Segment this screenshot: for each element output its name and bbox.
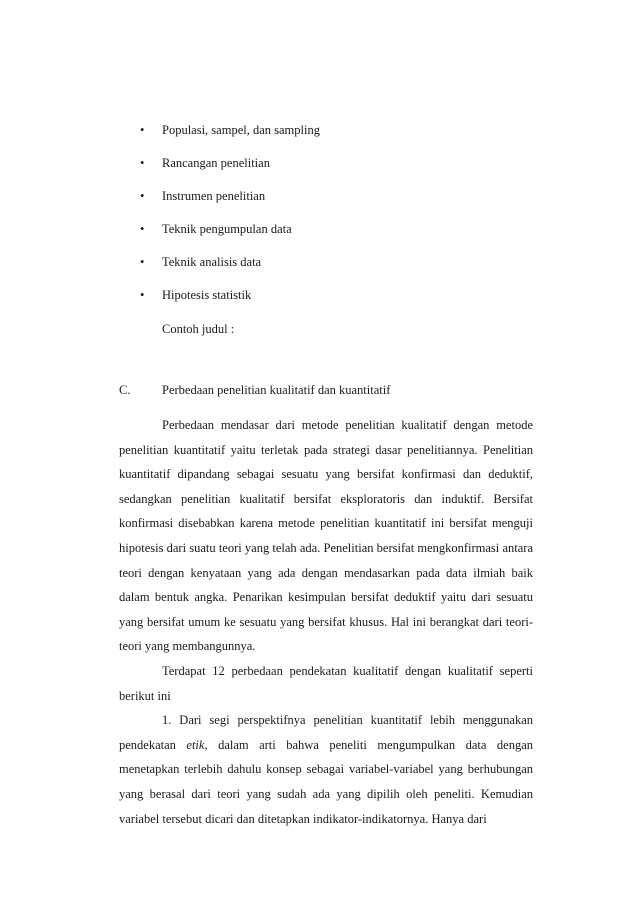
list-item bbox=[0, 120, 638, 153]
bullet-icon: • bbox=[140, 189, 145, 203]
list-item-text: Rancangan penelitian bbox=[162, 156, 270, 170]
paragraph bbox=[119, 708, 533, 831]
list-item bbox=[0, 252, 638, 285]
list-item-text: Teknik analisis data bbox=[162, 255, 262, 269]
list-item-text: Instrumen penelitian bbox=[162, 189, 266, 203]
bullet-icon: • bbox=[140, 123, 145, 137]
paragraph-text: 1. Dari segi perspektifnya penelitian kuantitatif lebih menggunakan pendekatan bbox=[119, 713, 533, 752]
list-item bbox=[0, 285, 638, 318]
list-item bbox=[0, 186, 638, 219]
bullet-icon: • bbox=[140, 222, 145, 236]
paragraph: Perbedaan mendasar dari metode penelitian kualitatif dengan metode penelitian kuantitatif yaitu terletak pada strategi dasar penelitiannya. Penelitian kuantitatif dipandang sebagai sesuatu yang bersifat konfirmasi dan deduktif, sedangkan penelitian kualitatif bersifat eksploratoris dan induktif. Bersifat konfirmasi disebabkan karena metode penelitian kuantitatif ini bersifat menguji hipotesis dari suatu teori yang telah ada. Penelitian bersifat mengkonfirmasi antara teori dengan kenyataan yang ada dengan mendasarkan pada data ilmiah baik dalam bentuk angka. Penarikan kesimpulan bersifat deduktif yaitu dari sesuatu yang bersifat umum ke sesuatu yang bersifat khusus. Hal ini berangkat dari teori-teori yang membangunnya. bbox=[119, 418, 533, 654]
paragraph-text: dalam arti bahwa peneliti mengumpulkan data dengan menetapkan terlebih dahulu konsep sebagai variabel-variabel yang berhubungan yang berasal dari teori yang sudah ada yang dipilih oleh peneliti. Kemudian variabel tersebut dicari dan ditetapkan indikator-indikatornya. Hanya dari bbox=[119, 737, 533, 826]
italic-term: etik, bbox=[186, 737, 208, 752]
list-item-text: Hipotesis statistik bbox=[162, 288, 252, 302]
bullet-icon: • bbox=[140, 156, 145, 170]
section-number: C. bbox=[119, 383, 131, 397]
bullet-list bbox=[0, 120, 638, 318]
list-item bbox=[0, 219, 638, 252]
bullet-icon: • bbox=[140, 288, 145, 302]
list-item-text: Populasi, sampel, dan sampling bbox=[162, 123, 320, 137]
paragraph: Terdapat 12 perbedaan pendekatan kualitatif dengan kualitatif seperti berikut ini bbox=[119, 663, 533, 703]
example-title-label: Contoh judul : bbox=[162, 322, 235, 336]
list-item bbox=[0, 153, 638, 186]
body-text bbox=[119, 413, 533, 831]
section-title: Perbedaan penelitian kualitatif dan kuantitatif bbox=[162, 383, 391, 397]
list-item-text: Teknik pengumpulan data bbox=[162, 222, 292, 236]
bullet-icon: • bbox=[140, 255, 145, 269]
